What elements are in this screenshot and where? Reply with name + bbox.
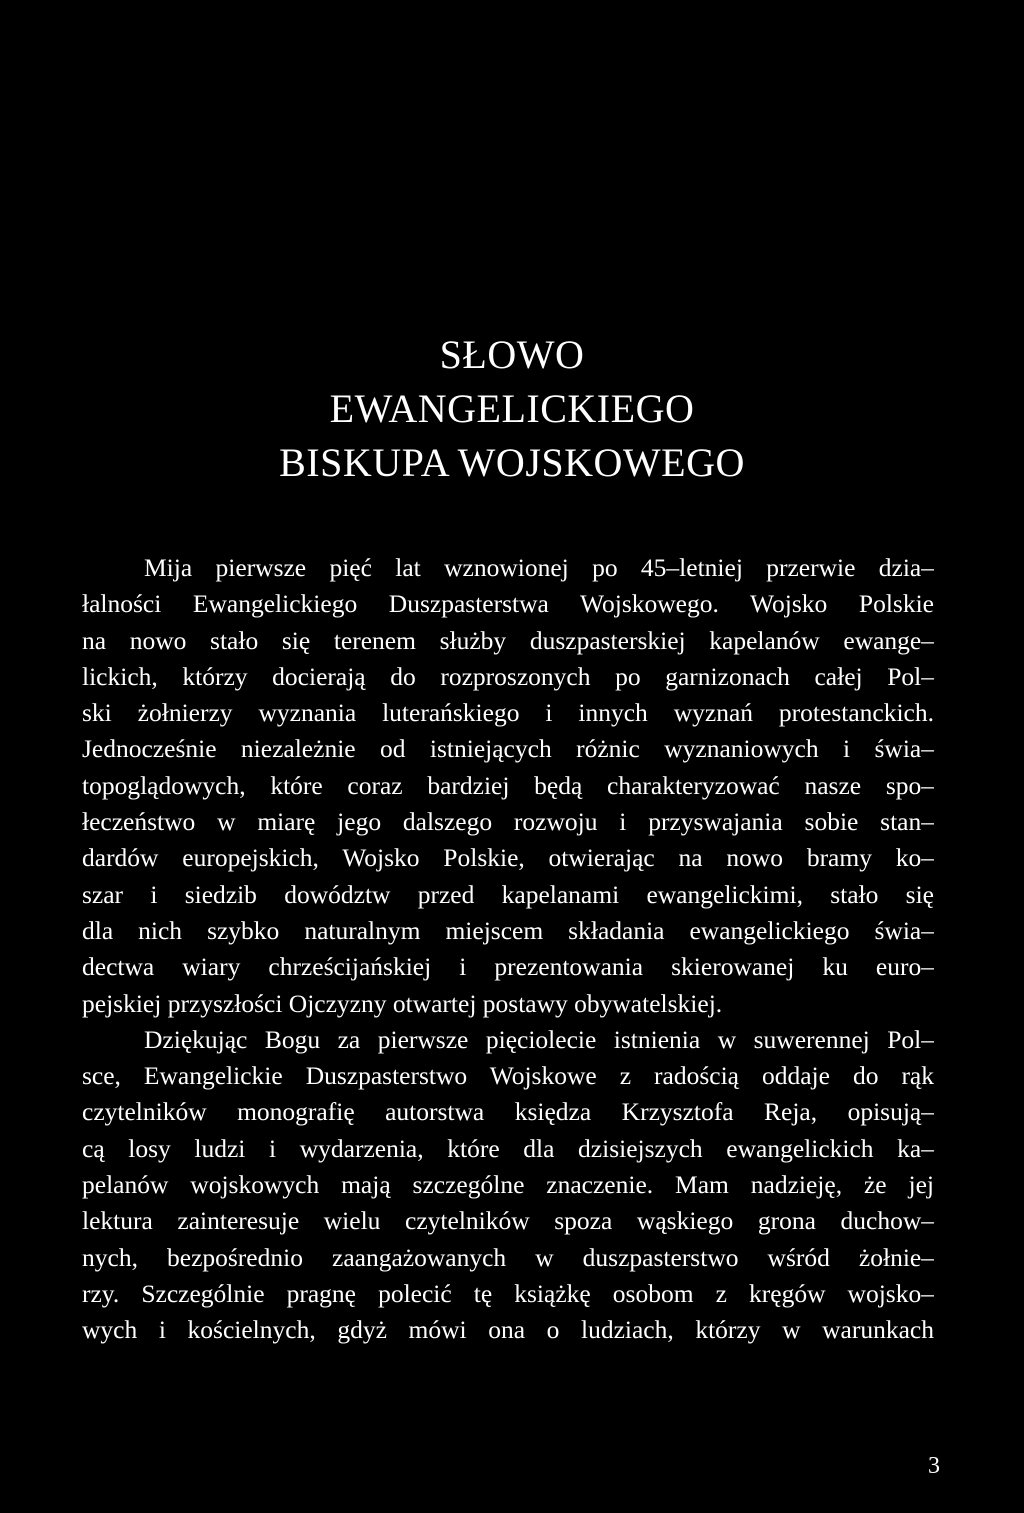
page-title — [0, 328, 1024, 490]
paragraph-1-line: dardów europejskich, Wojsko Polskie, otwierając na nowo bramy ko– — [82, 843, 934, 873]
paragraph-2-line: rzy. Szczególnie pragnę polecić tę książkę osobom z kręgów wojsko– — [82, 1278, 934, 1308]
paragraph-1-line: ski żołnierzy wyznania luterańskiego i innych wyznań protestanckich. — [82, 698, 934, 728]
paragraph-1-line: na nowo stało się terenem służby duszpasterskiej kapelanów ewange– — [82, 625, 934, 655]
title-line-1: SŁOWO — [439, 332, 585, 377]
paragraph-1-line: Jednocześnie niezależnie od istniejących różnic wyznaniowych i świa– — [82, 734, 934, 764]
paragraph-2-line: lektura zainteresuje wielu czytelników spoza wąskiego grona duchow– — [82, 1206, 934, 1236]
paragraph-2-line: sce, Ewangelickie Duszpasterstwo Wojskowe z radością oddaje do rąk — [82, 1061, 934, 1091]
page-number: 3 — [928, 1453, 940, 1479]
body-text — [82, 550, 934, 1349]
paragraph-2-line: Dziękując Bogu za pierwsze pięciolecie istnienia w suwerennej Pol– — [144, 1024, 934, 1054]
paragraph-1-line: łeczeństwo w miarę jego dalszego rozwoju i przyswajania sobie stan– — [82, 807, 934, 837]
paragraph-2-line: czytelników monografię autorstwa księdza Krzysztofa Reja, opisują– — [82, 1097, 934, 1127]
paragraph-1-line: szar i siedzib dowództw przed kapelanami ewangelickimi, stało się — [82, 879, 934, 909]
paragraph-1-line: dectwa wiary chrześcijańskiej i prezentowania skierowanej ku euro– — [82, 952, 934, 982]
paragraph-2-line: pelanów wojskowych mają szczególne znaczenie. Mam nadzieję, że jej — [82, 1170, 934, 1200]
title-line-3: BISKUPA WOJSKOWEGO — [279, 440, 745, 485]
paragraph-1-line: Mija pierwsze pięć lat wznowionej po 45–letniej przerwie dzia– — [144, 553, 934, 582]
title-line-2: EWANGELICKIEGO — [329, 386, 695, 431]
paragraph-1-line: lickich, którzy docierają do rozproszonych po garnizonach całej Pol– — [82, 661, 934, 691]
paragraph-1-line: łalności Ewangelickiego Duszpasterstwa Wojskowego. Wojsko Polskie — [82, 589, 934, 619]
paragraph-1-line: dla nich szybko naturalnym miejscem składania ewangelickiego świa– — [82, 915, 934, 945]
paragraph-2-line: cą losy ludzi i wydarzenia, które dla dzisiejszych ewangelickich ka– — [82, 1133, 934, 1163]
paragraph-2-line: nych, bezpośrednio zaangażowanych w duszpasterstwo wśród żołnie– — [82, 1242, 934, 1272]
paragraph-2-line: wych i kościelnych, gdyż mówi ona o ludziach, którzy w warunkach — [82, 1315, 934, 1345]
paragraph-1-line: pejskiej przyszłości Ojczyzny otwartej postawy obywatelskiej. — [82, 988, 723, 1018]
paragraph-1-line: topoglądowych, które coraz bardziej będą charakteryzować nasze spo– — [82, 770, 934, 800]
